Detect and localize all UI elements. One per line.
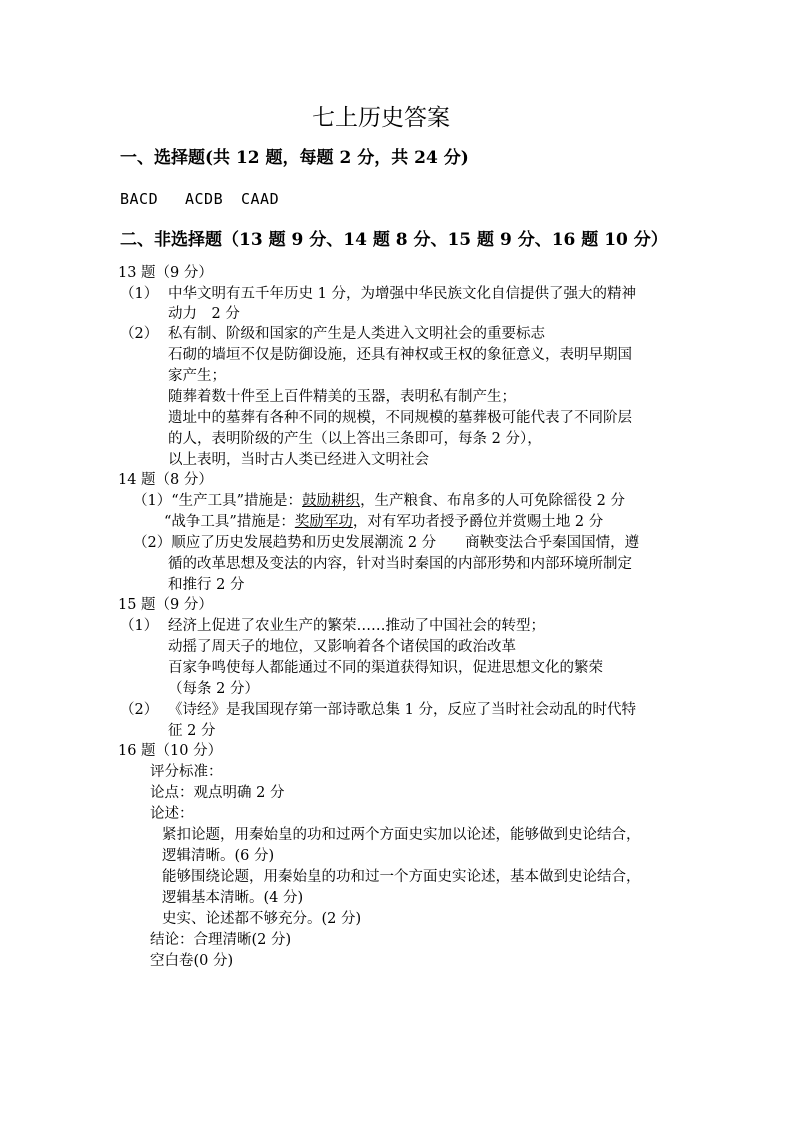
q14-key-term-military: 奖励军功: [294, 514, 353, 530]
q16-blank-paper-criterion: 空白卷(0 分): [150, 953, 234, 969]
q13-part1-number: （1）: [120, 286, 159, 302]
q15-part2-number: （2）: [120, 702, 159, 718]
q14-label: 14 题（8 分）: [118, 472, 213, 488]
q14-part1-line1-prefix: （1）“生产工具”措施是：: [133, 493, 303, 509]
q13-part1-line2: 动力 2 分: [168, 306, 240, 322]
q13-part2-line2: 石砌的墙垣不仅是防御设施，还具有神权或王权的象征意义，表明早期国: [168, 347, 632, 363]
q14-part1-line1-suffix: ，生产粮食、布帛多的人可免除徭役 2 分: [360, 493, 626, 509]
q13-part2-number: （2）: [120, 326, 159, 342]
q14-part1-line1: [133, 494, 625, 509]
choice-answers-group1: BACD: [120, 190, 159, 208]
choice-answers-group3: CAAD: [241, 190, 280, 208]
section1-heading: 一、选择题(共 12 题，每题 2 分，共 24 分): [120, 148, 469, 168]
q15-part1-line4: （每条 2 分）: [168, 681, 259, 697]
q16-thesis-criterion: 论点：观点明确 2 分: [150, 785, 285, 801]
q13-part1-line1: 中华文明有五千年历史 1 分，为增强中华民族文化自信提供了强大的精神: [168, 286, 636, 302]
q15-part1-line2: 动摇了周天子的地位，又影响着各个诸侯国的政治改革: [168, 639, 516, 655]
q15-part1-line1: 经济上促进了农业生产的繁荣……推动了中国社会的转型；: [168, 618, 545, 634]
q13-part2-line3: 家产生；: [168, 368, 226, 384]
q16-argument-level2-line2: 逻辑基本清晰。(4 分): [162, 890, 304, 906]
q13-part2-line7: 以上表明，当时古人类已经进入文明社会: [168, 452, 429, 468]
q13-part2-line4: 随葬着数十件至上百件精美的玉器，表明私有制产生；: [168, 389, 516, 405]
q14-part1-line2-prefix: “战争工具”措施是：: [164, 514, 295, 530]
q16-argument-level2-line1: 能够围绕论题，用秦始皇的功和过一个方面史实论述，基本做到史论结合，: [162, 869, 641, 885]
q14-part1-line2: [164, 515, 603, 530]
q16-argument-level1-line1: 紧扣论题，用秦始皇的功和过两个方面史实加以论述，能够做到史论结合，: [162, 827, 641, 843]
q13-label: 13 题（9 分）: [118, 265, 213, 281]
q14-part2-line2: 循的改革思想及变法的内容，针对当时秦国的内部形势和内部环境所制定: [168, 556, 632, 572]
q16-label: 16 题（10 分）: [118, 743, 223, 759]
choice-answers-group2: ACDB: [185, 190, 224, 208]
page-title: 七上历史答案: [312, 105, 450, 131]
q15-part1-number: （1）: [120, 618, 159, 634]
q16-argument-label: 论述：: [150, 806, 194, 822]
q16-conclusion-criterion: 结论：合理清晰(2 分): [150, 932, 292, 948]
q16-argument-level3: 史实、论述都不够充分。(2 分): [162, 911, 362, 927]
section2-heading: 二、非选择题（13 题 9 分、14 题 8 分、15 题 9 分、16 题 10 分）: [120, 230, 668, 250]
q15-part2-line1: 《诗经》是我国现存第一部诗歌总集 1 分，反应了当时社会动乱的时代特: [168, 702, 636, 718]
q16-argument-level1-line2: 逻辑清晰。(6 分): [162, 848, 275, 864]
q14-key-term-farming: 鼓励耕织: [302, 493, 361, 509]
q16-scoring-criteria: 评分标准：: [150, 764, 223, 780]
q15-part2-line2: 征 2 分: [168, 723, 216, 739]
q13-part2-line6: 的人，表明阶级的产生（以上答出三条即可，每条 2 分），: [168, 431, 542, 447]
q13-part2-line1: 私有制、阶级和国家的产生是人类进入文明社会的重要标志: [168, 326, 545, 342]
q14-part2-line3: 和推行 2 分: [168, 577, 245, 593]
q14-part1-line2-suffix: ，对有军功者授予爵位并赏赐土地 2 分: [352, 514, 604, 530]
q13-part2-line5: 遗址中的墓葬有各种不同的规模，不同规模的墓葬极可能代表了不同阶层: [168, 410, 632, 426]
q15-label: 15 题（9 分）: [118, 597, 213, 613]
q15-part1-line3: 百家争鸣使每人都能通过不同的渠道获得知识，促进思想文化的繁荣: [168, 660, 603, 676]
q14-part2-line1: （2）顺应了历史发展趋势和历史发展潮流 2 分 商鞅变法合乎秦国国情，遵: [133, 535, 640, 551]
